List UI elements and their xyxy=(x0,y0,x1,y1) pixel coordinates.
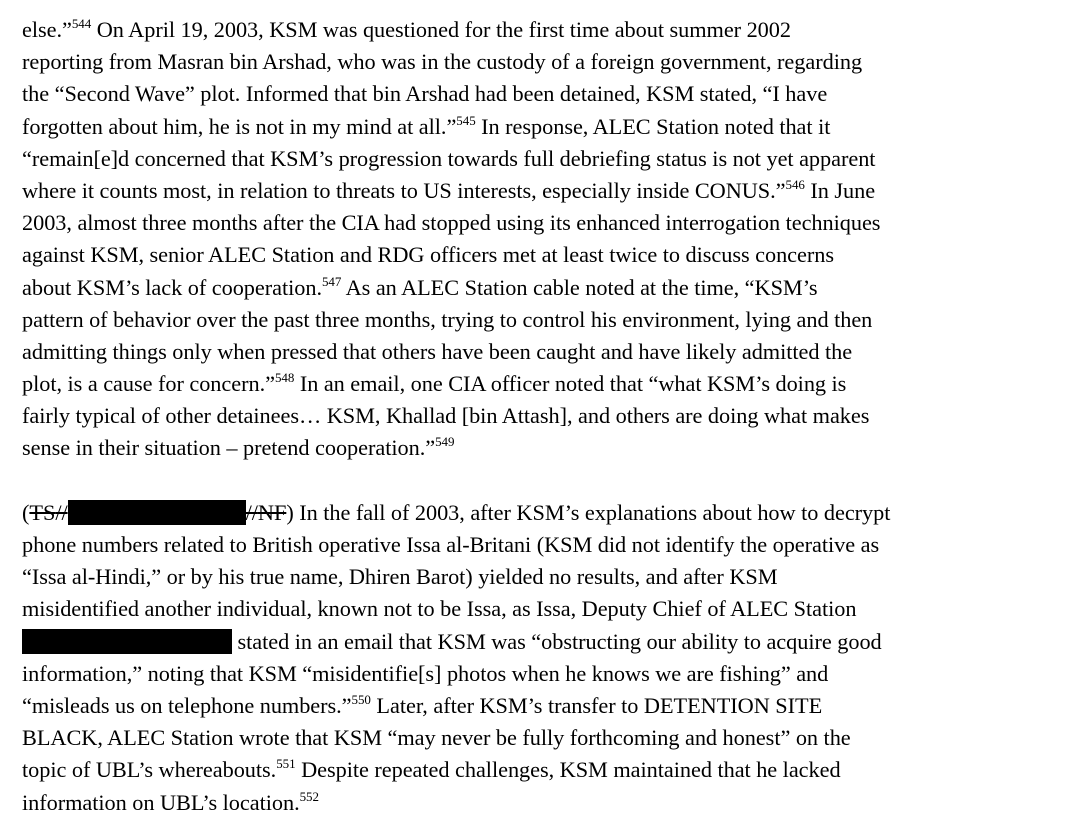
text-line: forgotten about him, he is not in my mind at all.”$^{545}$ In response, ALEC Station noted that it xyxy=(22,112,831,139)
redaction-block xyxy=(22,629,232,654)
text-line: “misleads us on telephone numbers.”$^{550}$ Later, after KSM’s transfer to DETENTION SITE xyxy=(22,691,823,718)
text-line: where it counts most, in relation to threats to US interests, especially inside CONUS.”$^{546}$ In June xyxy=(22,176,876,203)
text-line: the “Second Wave” plot. Informed that bin Arshad had been detained, KSM stated, “I have xyxy=(22,81,828,107)
text-line: BLACK, ALEC Station wrote that KSM “may never be fully forthcoming and honest” on the xyxy=(22,725,851,751)
footnote-ref: 547 xyxy=(321,273,342,289)
text-line: “Issa al-Hindi,” or by his true name, Dhiren Barot) yielded no results, and after KSM xyxy=(22,564,778,590)
footnote-ref: 546 xyxy=(785,176,805,192)
text-line: plot, is a cause for concern.”$^{548}$ In an email, one CIA officer noted that “what KSM’s doing is xyxy=(22,370,847,397)
paragraph-1 xyxy=(22,14,1057,465)
footnote-ref: 551 xyxy=(276,756,296,772)
text-line: stated in an email that KSM was “obstructing our ability to acquire good xyxy=(22,626,1057,658)
text-line: else.”$^{544}$ On April 19, 2003, KSM was questioned for the first time about summer 2002 xyxy=(22,16,791,42)
text-line: sense in their situation – pretend cooperation.”$^{549}$ xyxy=(22,434,455,461)
footnote-ref: 550 xyxy=(351,691,371,707)
footnote-ref: 544 xyxy=(71,16,92,31)
text-line: admitting things only when pressed that others have been caught and have likely admitted the xyxy=(22,338,853,364)
text-line: (TS// //NF) In the fall of 2003, after KSM’s explanations about how to decrypt xyxy=(22,499,891,525)
text-line: phone numbers related to British operative Issa al-Britani (KSM did not identify the operative as xyxy=(22,532,880,557)
paragraph-gap xyxy=(22,465,1057,497)
footnote-ref: 552 xyxy=(299,788,319,804)
redaction-block xyxy=(68,500,246,525)
classification-marking: (TS// //NF) xyxy=(22,499,294,525)
text-line: pattern of behavior over the past three months, trying to control his environment, lying and then xyxy=(22,306,873,332)
text-line: about KSM’s lack of cooperation.$^{547}$ As an ALEC Station cable noted at the time, “KSM’s xyxy=(22,273,818,300)
text-line: misidentified another individual, known not to be Issa, as Issa, Deputy Chief of ALEC Station xyxy=(22,596,857,622)
text-line: fairly typical of other detainees… KSM, Khallad [bin Attash], and others are doing what makes xyxy=(22,403,870,429)
text-line: information on UBL’s location.$^{552}$ xyxy=(22,788,319,815)
footnote-ref: 549 xyxy=(435,434,455,450)
text-line: against KSM, senior ALEC Station and RDG officers met at least twice to discuss concerns xyxy=(22,242,834,268)
paragraph-2 xyxy=(22,497,1057,819)
document-page xyxy=(22,14,1057,819)
text-line: topic of UBL’s whereabouts.$^{551}$ Despite repeated challenges, KSM maintained that he lacked xyxy=(22,756,841,783)
text-line: “remain[e]d concerned that KSM’s progression towards full debriefing status is not yet apparent xyxy=(22,145,876,171)
footnote-ref: 548 xyxy=(274,370,295,386)
text-line: 2003, almost three months after the CIA had stopped using its enhanced interrogation techniques xyxy=(22,210,881,236)
footnote-ref: 545 xyxy=(456,112,476,128)
text-line: reporting from Masran bin Arshad, who was in the custody of a foreign government, regarding xyxy=(22,49,863,75)
text-line: information,” noting that KSM “misidentifie[s] photos when he knows we are fishing” and xyxy=(22,660,829,686)
